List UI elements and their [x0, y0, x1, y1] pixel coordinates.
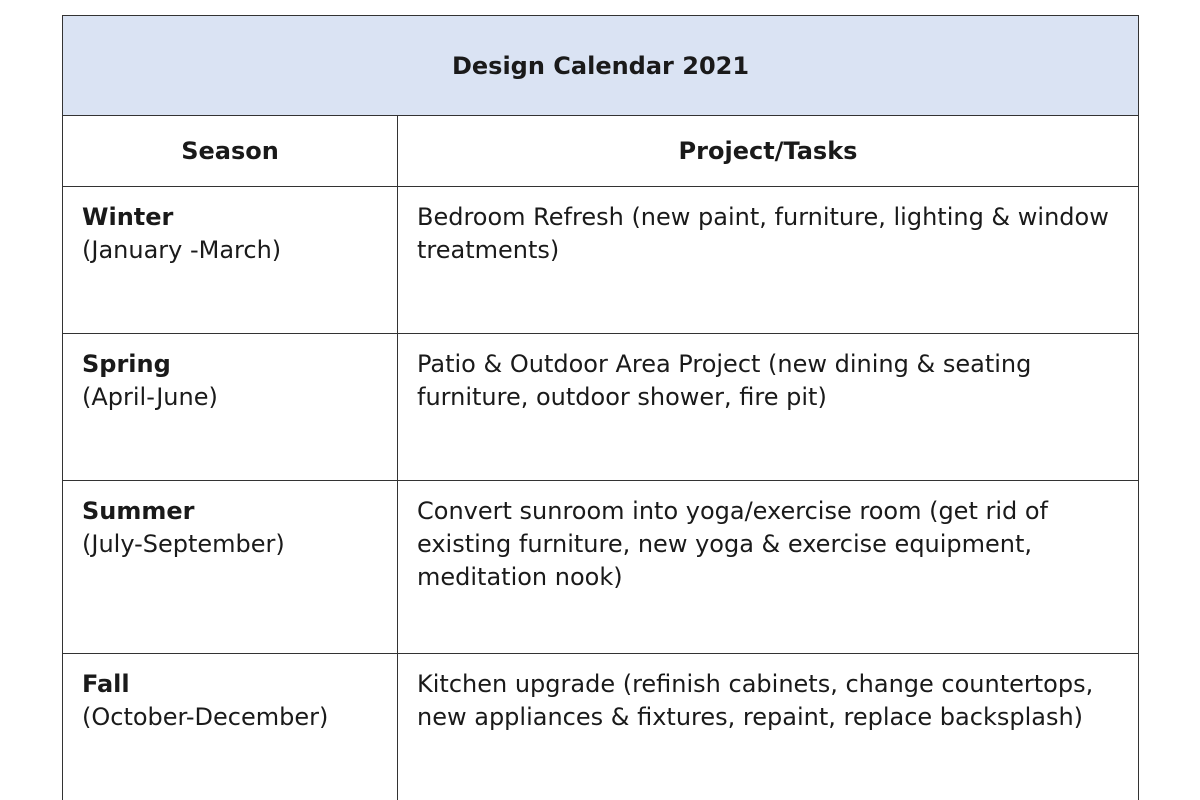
table-row: [63, 481, 1139, 654]
task-cell: Bedroom Refresh (new paint, furniture, lighting & window treatments): [398, 187, 1139, 334]
season-name: Summer: [82, 497, 195, 525]
season-cell: [63, 334, 398, 481]
season-cell: [63, 654, 398, 800]
season-cell: [63, 481, 398, 654]
season-range: (January -March): [82, 236, 282, 264]
calendar-title: Design Calendar 2021: [63, 16, 1139, 116]
tasks-column-header: Project/Tasks: [398, 116, 1139, 187]
task-cell: Convert sunroom into yoga/exercise room (get rid of existing furniture, new yoga & exercise equipment, meditation nook): [398, 481, 1139, 654]
header-row: [63, 116, 1139, 187]
design-calendar-table: [62, 15, 1139, 800]
season-name: Winter: [82, 203, 174, 231]
season-range: (July-September): [82, 530, 285, 558]
table-row: [63, 334, 1139, 481]
season-range: (October-December): [82, 703, 329, 731]
season-range: (April-June): [82, 383, 218, 411]
season-cell: [63, 187, 398, 334]
task-cell: Patio & Outdoor Area Project (new dining & seating furniture, outdoor shower, fire pit): [398, 334, 1139, 481]
table-row: [63, 187, 1139, 334]
season-name: Spring: [82, 350, 171, 378]
season-name: Fall: [82, 670, 130, 698]
table-row: [63, 654, 1139, 800]
title-row: [63, 16, 1139, 116]
task-cell: Kitchen upgrade (refinish cabinets, change countertops, new appliances & fixtures, repaint, replace backsplash): [398, 654, 1139, 800]
season-column-header: Season: [63, 116, 398, 187]
